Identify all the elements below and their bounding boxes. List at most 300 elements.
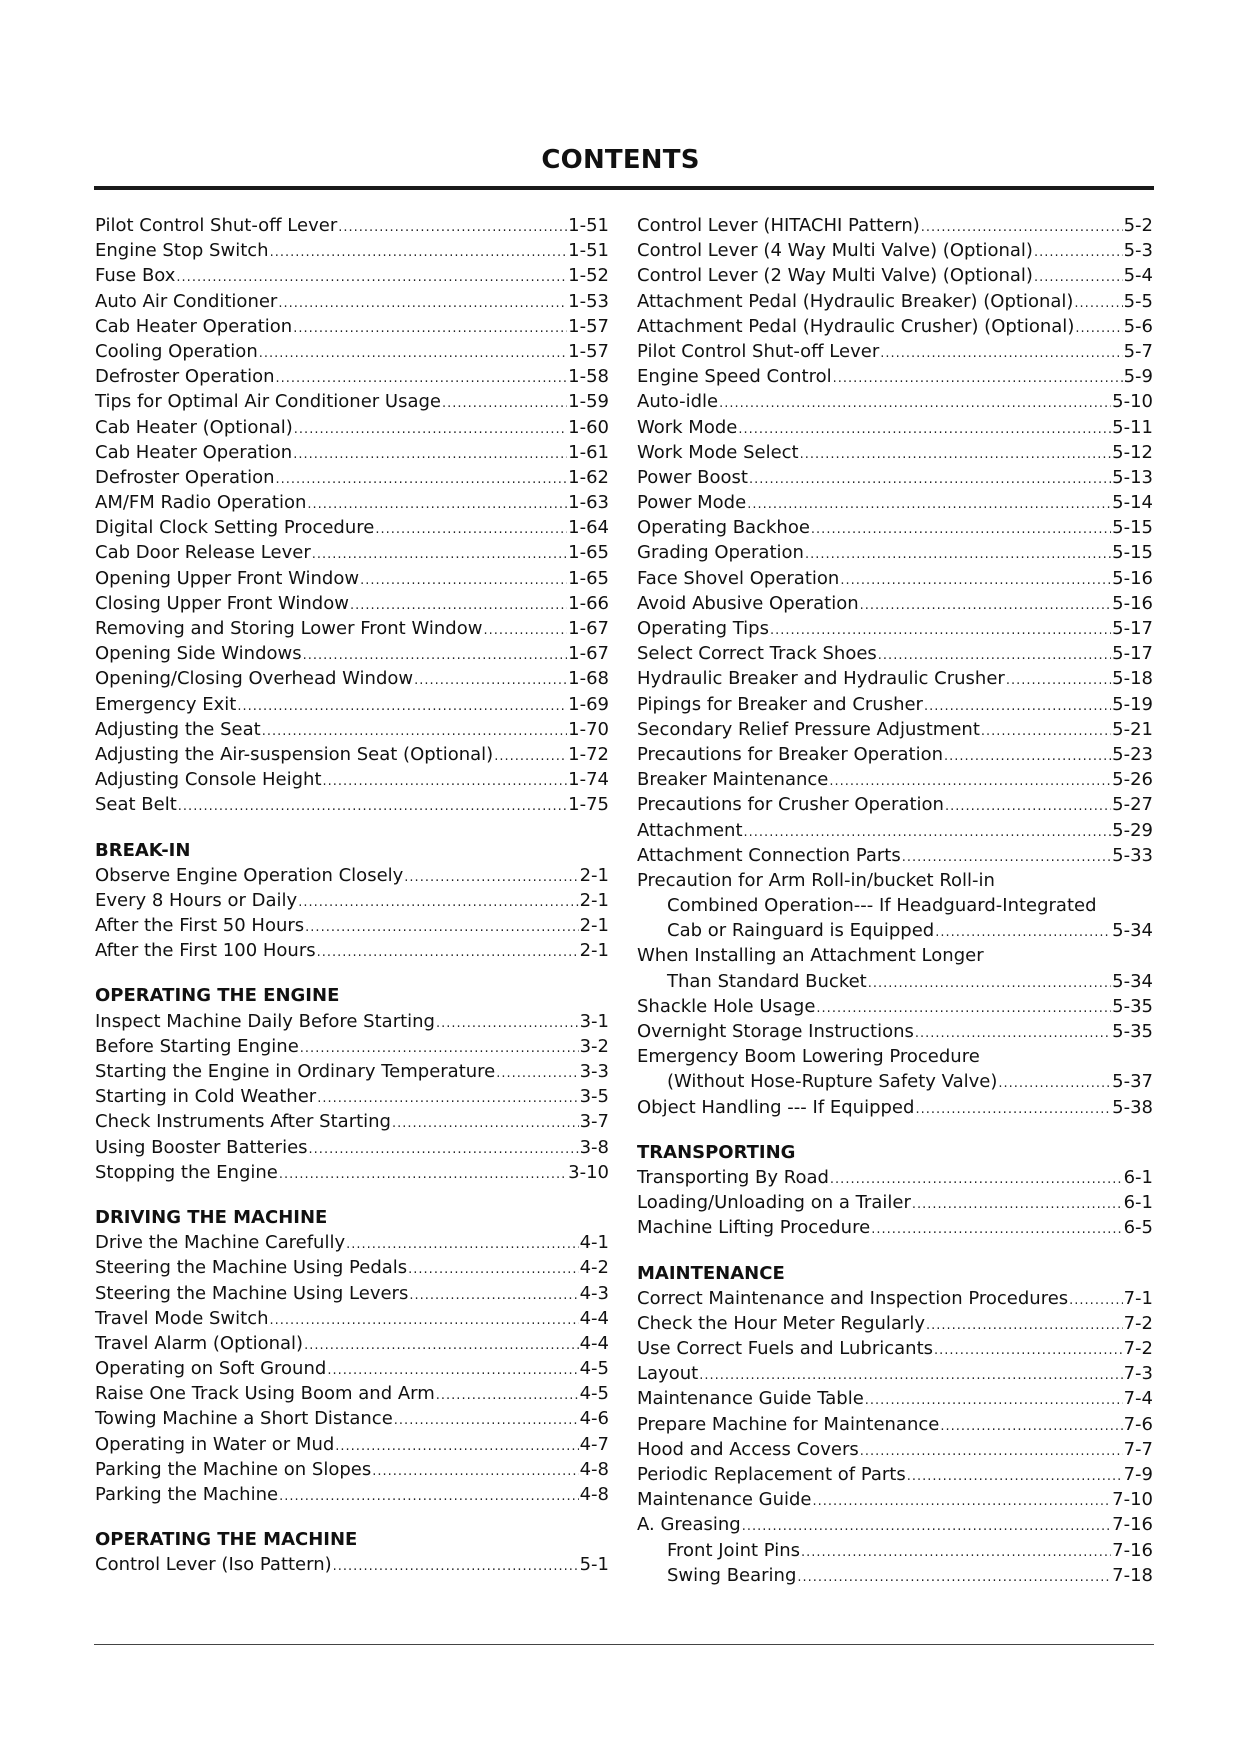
dot-leader bbox=[375, 517, 567, 542]
toc-entry-title: Cab Door Release Lever bbox=[95, 542, 311, 564]
dot-leader bbox=[860, 1439, 1123, 1464]
toc-entry[interactable] bbox=[95, 792, 609, 817]
toc-entry-page: 3-2 bbox=[579, 1035, 609, 1057]
toc-entry-title: Steering the Machine Using Pedals bbox=[95, 1257, 408, 1279]
dot-leader bbox=[394, 1408, 579, 1433]
toc-entry[interactable] bbox=[637, 490, 1153, 515]
toc-entry-title: Fuse Box bbox=[95, 265, 176, 287]
dot-leader bbox=[801, 1540, 1111, 1565]
toc-entry[interactable] bbox=[637, 1538, 1153, 1563]
toc-entry-title: Cab or Rainguard is Equipped bbox=[667, 920, 935, 942]
dot-leader bbox=[494, 744, 567, 769]
toc-entry-title: A. Greasing bbox=[637, 1514, 741, 1536]
dot-leader bbox=[304, 1333, 579, 1358]
toc-entry[interactable] bbox=[95, 692, 609, 717]
toc-entry[interactable] bbox=[637, 616, 1153, 641]
toc-entry-title: Attachment Pedal (Hydraulic Breaker) (Optional) bbox=[637, 290, 1074, 312]
toc-entry[interactable] bbox=[637, 692, 1153, 717]
dot-leader bbox=[805, 542, 1111, 567]
toc-entry[interactable] bbox=[95, 1109, 609, 1134]
toc-entry-page: 5-14 bbox=[1112, 492, 1153, 514]
toc-entry-title: Every 8 Hours or Daily bbox=[95, 889, 298, 911]
toc-entry-title: Opening/Closing Overhead Window bbox=[95, 668, 414, 690]
toc-entry-page: 2-1 bbox=[579, 889, 609, 911]
dot-leader bbox=[880, 341, 1122, 366]
toc-entry[interactable] bbox=[637, 1165, 1153, 1190]
title-rule bbox=[94, 186, 1154, 190]
dot-leader bbox=[945, 794, 1111, 819]
dot-leader bbox=[262, 719, 567, 744]
toc-entry[interactable] bbox=[95, 1306, 609, 1331]
toc-entry-page: 4-3 bbox=[579, 1282, 609, 1304]
toc-entry[interactable] bbox=[95, 767, 609, 792]
toc-entry-title: Using Booster Batteries bbox=[95, 1136, 308, 1158]
toc-entry-page: 1-62 bbox=[568, 466, 609, 488]
toc-entry-title: Auto Air Conditioner bbox=[95, 290, 278, 312]
toc-entry[interactable] bbox=[95, 415, 609, 440]
toc-entry[interactable] bbox=[95, 1457, 609, 1482]
toc-entry[interactable] bbox=[95, 1135, 609, 1160]
toc-entry[interactable] bbox=[95, 616, 609, 641]
toc-entry-title: Opening Upper Front Window bbox=[95, 567, 360, 589]
toc-right-column bbox=[637, 213, 1153, 1588]
toc-entry[interactable] bbox=[95, 515, 609, 540]
dot-leader bbox=[338, 215, 567, 240]
toc-entry[interactable] bbox=[95, 339, 609, 364]
toc-entry-title: Attachment bbox=[637, 819, 743, 841]
toc-entry[interactable] bbox=[637, 767, 1153, 792]
toc-entry-title: Check Instruments After Starting bbox=[95, 1111, 391, 1133]
toc-entry-title: Maintenance Guide Table bbox=[637, 1388, 864, 1410]
toc-entry-page: 1-57 bbox=[568, 315, 609, 337]
toc-entry-title: Starting the Engine in Ordinary Temperature bbox=[95, 1061, 496, 1082]
toc-entry-page: 5-6 bbox=[1123, 315, 1153, 337]
toc-entry[interactable] bbox=[637, 1095, 1153, 1120]
toc-entry-page: 1-66 bbox=[568, 592, 609, 614]
toc-entry[interactable] bbox=[637, 792, 1153, 817]
toc-entry-title: Operating in Water or Mud bbox=[95, 1433, 335, 1455]
section-heading: BREAK-IN bbox=[95, 839, 191, 861]
toc-entry[interactable] bbox=[637, 389, 1153, 414]
toc-entry[interactable] bbox=[637, 818, 1153, 843]
toc-entry-page: 1-52 bbox=[568, 265, 609, 287]
toc-entry[interactable] bbox=[95, 1084, 609, 1109]
toc-entry-page: 7-3 bbox=[1123, 1363, 1153, 1385]
toc-entry[interactable] bbox=[637, 969, 1153, 994]
toc-entry[interactable] bbox=[95, 938, 609, 963]
dot-leader bbox=[770, 618, 1111, 643]
toc-entry-title: AM/FM Radio Operation bbox=[95, 492, 307, 514]
toc-entry-page: 1-53 bbox=[568, 290, 609, 312]
dot-leader bbox=[921, 215, 1123, 240]
toc-entry[interactable] bbox=[95, 1009, 609, 1034]
dot-leader bbox=[408, 1257, 578, 1282]
toc-entry-page: 2-1 bbox=[579, 864, 609, 886]
dot-leader bbox=[350, 593, 567, 618]
dot-leader bbox=[1074, 291, 1122, 316]
toc-entry-title: Steering the Machine Using Levers bbox=[95, 1282, 409, 1304]
dot-leader bbox=[392, 1111, 579, 1136]
dot-leader bbox=[829, 769, 1111, 794]
toc-entry[interactable] bbox=[95, 289, 609, 314]
dot-leader bbox=[305, 915, 578, 940]
toc-entry-title: Loading/Unloading on a Trailer bbox=[637, 1192, 911, 1214]
toc-entry[interactable] bbox=[95, 314, 609, 339]
toc-entry[interactable] bbox=[637, 1412, 1153, 1437]
toc-entry[interactable] bbox=[637, 339, 1153, 364]
toc-entry-title: Precautions for Crusher Operation bbox=[637, 794, 944, 816]
dot-leader bbox=[309, 1137, 579, 1162]
toc-entry-title: Parking the Machine on Slopes bbox=[95, 1458, 372, 1480]
toc-entry-title: Pipings for Breaker and Crusher bbox=[637, 693, 923, 715]
toc-entry-title: Raise One Track Using Boom and Arm bbox=[95, 1383, 435, 1405]
toc-entry-page: 1-69 bbox=[568, 693, 609, 715]
dot-leader bbox=[436, 1011, 579, 1036]
dot-leader bbox=[436, 1383, 579, 1408]
toc-entry[interactable] bbox=[637, 666, 1153, 691]
dot-leader bbox=[404, 865, 578, 890]
toc-entry-page: 1-67 bbox=[568, 618, 609, 639]
toc-entry-title: Hydraulic Breaker and Hydraulic Crusher bbox=[637, 668, 1005, 690]
dot-leader bbox=[333, 1554, 579, 1579]
toc-entry[interactable] bbox=[637, 1190, 1153, 1215]
dot-leader bbox=[1069, 1288, 1122, 1313]
toc-entry[interactable] bbox=[637, 415, 1153, 440]
dot-leader bbox=[317, 940, 579, 965]
toc-entry-page: 4-2 bbox=[579, 1257, 609, 1279]
dot-leader bbox=[833, 366, 1123, 391]
toc-entry-page: 5-18 bbox=[1112, 668, 1153, 690]
dot-leader bbox=[298, 890, 578, 915]
toc-entry-title: Tips for Optimal Air Conditioner Usage bbox=[95, 391, 441, 413]
toc-entry[interactable] bbox=[95, 666, 609, 691]
dot-leader bbox=[934, 1338, 1123, 1363]
toc-entry[interactable] bbox=[95, 465, 609, 490]
toc-entry[interactable] bbox=[95, 1281, 609, 1306]
dot-leader bbox=[935, 920, 1111, 945]
dot-leader bbox=[915, 1097, 1111, 1122]
toc-entry-page: 1-51 bbox=[568, 240, 609, 262]
toc-entry-title: Transporting By Road bbox=[637, 1166, 829, 1188]
toc-entry[interactable] bbox=[637, 1512, 1153, 1537]
toc-entry-title: Adjusting the Air-suspension Seat (Optional) bbox=[95, 743, 494, 765]
toc-entry-page: 3-7 bbox=[579, 1111, 609, 1133]
toc-entry-page: 5-12 bbox=[1112, 441, 1153, 463]
toc-entry-page: 1-72 bbox=[568, 743, 609, 765]
toc-entry-page: 6-1 bbox=[1123, 1192, 1153, 1214]
toc-entry-page: 3-3 bbox=[579, 1061, 609, 1082]
dot-leader bbox=[279, 1162, 567, 1187]
toc-entry[interactable] bbox=[95, 913, 609, 938]
dot-leader bbox=[276, 467, 568, 492]
toc-entry-page: 1-51 bbox=[568, 215, 609, 236]
toc-entry[interactable] bbox=[95, 389, 609, 414]
dot-leader bbox=[926, 1313, 1123, 1338]
dot-leader bbox=[865, 1388, 1123, 1413]
toc-entry-page: 5-3 bbox=[1123, 240, 1153, 262]
dot-leader bbox=[868, 971, 1111, 996]
toc-entry-title: Hood and Access Covers bbox=[637, 1438, 859, 1460]
toc-entry-page: 4-6 bbox=[579, 1408, 609, 1430]
toc-entry-page: 5-16 bbox=[1112, 592, 1153, 614]
toc-entry-title: Stopping the Engine bbox=[95, 1161, 278, 1183]
dot-leader bbox=[1075, 316, 1122, 341]
toc-entry-page: 1-65 bbox=[568, 542, 609, 564]
toc-entry[interactable] bbox=[95, 1034, 609, 1059]
toc-entry-page: 5-1 bbox=[579, 1554, 609, 1576]
dot-leader bbox=[924, 694, 1111, 719]
toc-entry[interactable] bbox=[637, 843, 1153, 868]
dot-leader bbox=[699, 1363, 1122, 1388]
toc-entry-title: Power Mode bbox=[637, 492, 747, 514]
toc-entry[interactable] bbox=[637, 1462, 1153, 1487]
toc-entry-title: Observe Engine Operation Closely bbox=[95, 864, 404, 886]
toc-entry-page: 1-68 bbox=[568, 668, 609, 690]
dot-leader bbox=[902, 845, 1111, 870]
toc-entry-title: Face Shovel Operation bbox=[637, 567, 840, 589]
toc-entry[interactable] bbox=[95, 364, 609, 389]
dot-leader bbox=[797, 1565, 1111, 1590]
toc-entry-page: 1-65 bbox=[568, 567, 609, 589]
toc-entry-text-line: Precaution for Arm Roll-in/bucket Roll-in bbox=[637, 869, 995, 891]
dot-leader bbox=[981, 719, 1111, 744]
toc-entry[interactable] bbox=[95, 742, 609, 767]
section-heading: DRIVING THE MACHINE bbox=[95, 1206, 328, 1228]
toc-entry[interactable] bbox=[637, 994, 1153, 1019]
dot-leader bbox=[813, 1489, 1112, 1514]
toc-entry-title: Emergency Exit bbox=[95, 693, 237, 715]
toc-entry-page: 5-34 bbox=[1112, 920, 1153, 942]
toc-entry[interactable] bbox=[637, 1286, 1153, 1311]
toc-entry-page: 1-57 bbox=[568, 340, 609, 362]
toc-entry-page: 5-29 bbox=[1112, 819, 1153, 841]
toc-entry[interactable] bbox=[637, 1487, 1153, 1512]
toc-entry-page: 3-8 bbox=[579, 1136, 609, 1158]
toc-entry[interactable] bbox=[637, 213, 1153, 238]
toc-entry[interactable] bbox=[637, 1069, 1153, 1094]
toc-entry[interactable] bbox=[637, 566, 1153, 591]
toc-entry-page: 7-2 bbox=[1123, 1338, 1153, 1360]
toc-entry[interactable] bbox=[637, 314, 1153, 339]
toc-entry-page: 5-17 bbox=[1112, 643, 1153, 665]
toc-entry-text-line: Emergency Boom Lowering Procedure bbox=[637, 1046, 980, 1068]
toc-entry[interactable] bbox=[95, 540, 609, 565]
toc-entry-page: 1-64 bbox=[568, 517, 609, 539]
toc-entry[interactable] bbox=[95, 591, 609, 616]
dot-leader bbox=[816, 996, 1111, 1021]
toc-entry-page: 1-74 bbox=[568, 769, 609, 791]
toc-entry[interactable] bbox=[95, 566, 609, 591]
toc-entry[interactable] bbox=[95, 1482, 609, 1507]
toc-entry[interactable] bbox=[637, 364, 1153, 389]
toc-entry-title: Cab Heater Operation bbox=[95, 315, 293, 337]
toc-entry[interactable] bbox=[637, 918, 1153, 943]
toc-entry-page: 5-15 bbox=[1112, 542, 1153, 564]
toc-entry[interactable] bbox=[95, 1432, 609, 1457]
toc-entry[interactable] bbox=[95, 1255, 609, 1280]
toc-entry[interactable] bbox=[637, 1361, 1153, 1386]
toc-entry[interactable] bbox=[95, 1059, 609, 1084]
toc-entry[interactable] bbox=[637, 742, 1153, 767]
toc-entry[interactable] bbox=[637, 1311, 1153, 1336]
toc-entry[interactable] bbox=[95, 263, 609, 288]
dot-leader bbox=[259, 341, 567, 366]
toc-entry-title: Drive the Machine Carefully bbox=[95, 1232, 346, 1254]
toc-entry-title: Adjusting the Seat bbox=[95, 718, 261, 740]
toc-entry-page: 7-2 bbox=[1123, 1312, 1153, 1334]
toc-entry-page: 5-7 bbox=[1123, 340, 1153, 362]
toc-entry-page: 7-4 bbox=[1123, 1388, 1153, 1410]
toc-entry-page: 5-13 bbox=[1112, 466, 1153, 488]
toc-entry[interactable] bbox=[95, 888, 609, 913]
toc-entry-page: 5-33 bbox=[1112, 844, 1153, 866]
toc-entry[interactable] bbox=[637, 465, 1153, 490]
toc-entry-page: 5-5 bbox=[1123, 290, 1153, 312]
dot-leader bbox=[237, 694, 567, 719]
toc-entry[interactable] bbox=[637, 1437, 1153, 1462]
toc-entry[interactable] bbox=[95, 213, 609, 238]
dot-leader bbox=[483, 618, 567, 643]
dot-leader bbox=[360, 568, 567, 593]
toc-entry-title: Layout bbox=[637, 1363, 699, 1385]
toc-entry-title: Before Starting Engine bbox=[95, 1035, 299, 1057]
toc-entry[interactable] bbox=[637, 289, 1153, 314]
toc-entry-title: Avoid Abusive Operation bbox=[637, 592, 859, 614]
toc-entry[interactable] bbox=[95, 1331, 609, 1356]
toc-entry[interactable] bbox=[95, 1406, 609, 1431]
toc-entry-page: 5-35 bbox=[1112, 995, 1153, 1017]
toc-entry-title: Than Standard Bucket bbox=[667, 970, 867, 992]
toc-entry[interactable] bbox=[95, 1552, 609, 1577]
toc-entry[interactable] bbox=[95, 1356, 609, 1381]
toc-entry[interactable] bbox=[95, 1381, 609, 1406]
toc-entry-title: Engine Speed Control bbox=[637, 366, 832, 388]
toc-entry-text-line: Combined Operation--- If Headguard-Integrated bbox=[667, 895, 1097, 917]
toc-entry-title: Prepare Machine for Maintenance bbox=[637, 1413, 940, 1435]
toc-entry[interactable] bbox=[637, 1563, 1153, 1588]
dot-leader bbox=[176, 265, 567, 290]
toc-entry-title: Closing Upper Front Window bbox=[95, 592, 349, 614]
toc-entry-page: 7-1 bbox=[1123, 1287, 1153, 1309]
dot-leader bbox=[830, 1167, 1123, 1192]
toc-entry[interactable] bbox=[95, 440, 609, 465]
toc-entry-page: 4-7 bbox=[579, 1433, 609, 1455]
toc-entry-title: Maintenance Guide bbox=[637, 1489, 812, 1511]
toc-entry[interactable] bbox=[637, 641, 1153, 666]
toc-entry[interactable] bbox=[637, 440, 1153, 465]
toc-entry-title: Select Correct Track Shoes bbox=[637, 643, 877, 665]
toc-entry[interactable] bbox=[637, 540, 1153, 565]
dot-leader bbox=[293, 442, 567, 467]
toc-entry-page: 5-35 bbox=[1112, 1021, 1153, 1042]
dot-leader bbox=[940, 1414, 1122, 1439]
toc-entry-title: Control Lever (HITACHI Pattern) bbox=[637, 215, 920, 236]
section-heading: MAINTENANCE bbox=[637, 1262, 785, 1284]
toc-entry[interactable] bbox=[637, 238, 1153, 263]
toc-entry[interactable] bbox=[637, 1386, 1153, 1411]
toc-entry-title: Secondary Relief Pressure Adjustment bbox=[637, 718, 980, 740]
toc-entry[interactable] bbox=[95, 641, 609, 666]
toc-entry-page: 1-58 bbox=[568, 366, 609, 388]
toc-entry-title: Operating Tips bbox=[637, 618, 769, 639]
dot-leader bbox=[323, 769, 568, 794]
toc-entry-title: Power Boost bbox=[637, 466, 748, 488]
toc-entry[interactable] bbox=[95, 490, 609, 515]
dot-leader bbox=[1006, 668, 1111, 693]
toc-entry-title: Travel Alarm (Optional) bbox=[95, 1332, 304, 1354]
dot-leader bbox=[346, 1232, 578, 1257]
dot-leader bbox=[409, 1283, 578, 1308]
toc-entry-title: (Without Hose-Rupture Safety Valve) bbox=[667, 1071, 998, 1093]
toc-entry[interactable] bbox=[95, 238, 609, 263]
page-title: CONTENTS bbox=[541, 145, 700, 175]
toc-entry[interactable] bbox=[637, 263, 1153, 288]
toc-entry-page: 4-8 bbox=[579, 1484, 609, 1505]
toc-entry-title: Attachment Connection Parts bbox=[637, 844, 901, 866]
toc-entry-text-line: When Installing an Attachment Longer bbox=[637, 945, 984, 967]
toc-entry-title: Control Lever (4 Way Multi Valve) (Optional) bbox=[637, 240, 1033, 262]
toc-entry-page: 1-70 bbox=[568, 718, 609, 740]
toc-entry-page: 4-5 bbox=[579, 1383, 609, 1405]
dot-leader bbox=[303, 643, 568, 668]
toc-entry-title: Front Joint Pins bbox=[667, 1539, 801, 1561]
dot-leader bbox=[335, 1434, 578, 1459]
toc-entry[interactable] bbox=[637, 717, 1153, 742]
toc-entry-title: Defroster Operation bbox=[95, 466, 275, 488]
toc-entry-page: 7-9 bbox=[1123, 1464, 1153, 1485]
toc-entry[interactable] bbox=[95, 717, 609, 742]
toc-entry-page: 4-4 bbox=[579, 1307, 609, 1329]
toc-left-column bbox=[95, 213, 609, 1578]
toc-entry-title: Towing Machine a Short Distance bbox=[95, 1408, 393, 1430]
toc-entry-page: 1-61 bbox=[568, 441, 609, 463]
toc-entry-page: 7-18 bbox=[1112, 1564, 1153, 1586]
toc-entry-title: Opening Side Windows bbox=[95, 643, 302, 665]
dot-leader bbox=[907, 1464, 1123, 1489]
toc-entry[interactable] bbox=[95, 863, 609, 888]
dot-leader bbox=[878, 643, 1111, 668]
toc-entry-page: 4-1 bbox=[579, 1232, 609, 1254]
toc-entry[interactable] bbox=[637, 1215, 1153, 1240]
toc-entry[interactable] bbox=[637, 591, 1153, 616]
dot-leader bbox=[860, 593, 1112, 618]
toc-entry-title: Precautions for Breaker Operation bbox=[637, 743, 944, 765]
toc-entry-page: 5-16 bbox=[1112, 567, 1153, 589]
footer-rule bbox=[94, 1644, 1154, 1645]
dot-leader bbox=[276, 366, 568, 391]
toc-entry-title: Control Lever (2 Way Multi Valve) (Optional) bbox=[637, 265, 1033, 287]
toc-entry-page: 4-4 bbox=[579, 1332, 609, 1354]
dot-leader bbox=[840, 568, 1111, 593]
toc-entry-page: 5-27 bbox=[1112, 794, 1153, 816]
dot-leader bbox=[719, 391, 1111, 416]
toc-entry-page: 7-6 bbox=[1123, 1413, 1153, 1435]
toc-entry[interactable] bbox=[637, 1019, 1153, 1044]
toc-entry[interactable] bbox=[95, 1160, 609, 1185]
toc-entry-title: Operating Backhoe bbox=[637, 517, 810, 539]
toc-entry-page: 3-10 bbox=[568, 1161, 609, 1183]
toc-entry[interactable] bbox=[637, 515, 1153, 540]
dot-leader bbox=[293, 316, 567, 341]
toc-entry[interactable] bbox=[95, 1230, 609, 1255]
toc-entry-title: Seat Belt bbox=[95, 794, 177, 816]
toc-entry[interactable] bbox=[637, 1336, 1153, 1361]
toc-entry-page: 7-10 bbox=[1112, 1489, 1153, 1511]
toc-entry-page: 3-5 bbox=[579, 1086, 609, 1108]
dot-leader bbox=[998, 1071, 1111, 1096]
toc-entry-title: Cab Heater Operation bbox=[95, 441, 293, 463]
dot-leader bbox=[749, 467, 1111, 492]
